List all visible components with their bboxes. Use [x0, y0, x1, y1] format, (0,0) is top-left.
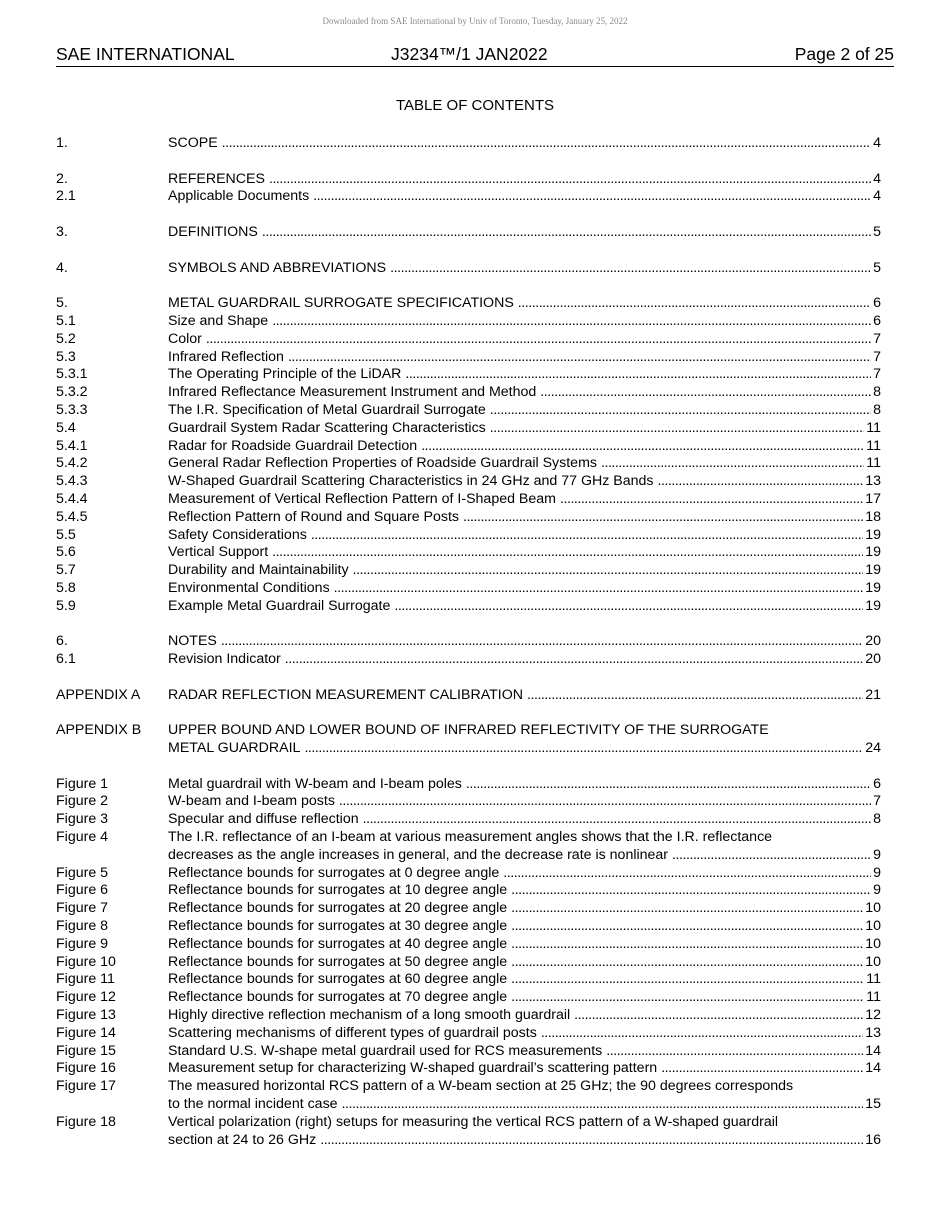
dot-leader: [466, 776, 871, 794]
toc-entry-number: 5.4.3: [56, 473, 88, 490]
dot-leader: [511, 971, 864, 989]
toc-entry-page: 4: [873, 188, 881, 205]
toc-entry-body: [168, 1078, 881, 1114]
toc-entry[interactable]: [56, 722, 881, 758]
toc-entry-title: Infrared Reflection: [168, 348, 284, 365]
table-of-contents: [56, 135, 881, 1149]
toc-entry-body: [168, 331, 881, 349]
toc-entry[interactable]: [56, 313, 881, 331]
toc-entry[interactable]: [56, 936, 881, 954]
toc-entry-page: 9: [873, 864, 881, 881]
dot-leader: [672, 847, 871, 865]
toc-entry-title: METAL GUARDRAIL: [168, 740, 301, 757]
toc-entry-number: Figure 7: [56, 900, 109, 917]
toc-entry-number: 5.1: [56, 312, 76, 329]
toc-entry-number: APPENDIX B: [56, 722, 142, 739]
toc-entry-title: Measurement of Vertical Reflection Pattern of I-Shaped Beam: [168, 490, 556, 507]
toc-entry-number: 5.4.1: [56, 437, 88, 454]
toc-entry-page: 13: [865, 1024, 881, 1041]
toc-entry-title: Color: [168, 330, 202, 347]
toc-entry-page: 14: [865, 1042, 881, 1059]
toc-entry-number: Figure 2: [56, 793, 109, 810]
toc-entry-body: [168, 722, 881, 758]
toc-entry-number: Figure 14: [56, 1024, 116, 1041]
toc-entry-number: Figure 13: [56, 1007, 116, 1024]
toc-entry-number: Figure 8: [56, 918, 109, 935]
dot-leader: [272, 313, 871, 331]
toc-entry-body: [168, 793, 881, 811]
dot-leader: [511, 882, 871, 900]
toc-entry-page: 8: [873, 401, 881, 418]
toc-entry-title: Durability and Maintainability: [168, 562, 349, 579]
toc-entry-body: [168, 989, 881, 1007]
toc-entry[interactable]: [56, 135, 881, 153]
toc-entry-body: [168, 455, 881, 473]
toc-entry-title: Reflectance bounds for surrogates at 50 degree angle: [168, 953, 508, 970]
toc-entry-body: [168, 1114, 881, 1150]
toc-entry-body: [168, 171, 881, 189]
dot-leader: [313, 188, 871, 206]
dot-leader: [363, 811, 872, 829]
dot-leader: [288, 349, 871, 367]
toc-entry-body: [168, 598, 881, 616]
toc-entry-title: SYMBOLS AND ABBREVIATIONS: [168, 259, 387, 276]
toc-entry-page: 5: [873, 259, 881, 276]
toc-entry-body: [168, 1043, 881, 1061]
toc-entry-number: Figure 15: [56, 1042, 116, 1059]
toc-entry-body: [168, 135, 881, 153]
toc-entry-title: NOTES: [168, 633, 217, 650]
toc-entry-number: Figure 3: [56, 811, 109, 828]
toc-entry-title: METAL GUARDRAIL SURROGATE SPECIFICATIONS: [168, 295, 514, 312]
toc-entry-page: 20: [865, 651, 881, 668]
toc-entry[interactable]: [56, 527, 881, 545]
toc-entry[interactable]: [56, 1043, 881, 1061]
dot-leader: [574, 1007, 863, 1025]
dot-leader: [511, 936, 863, 954]
toc-entry-body: [168, 349, 881, 367]
toc-entry-number: 5.4.4: [56, 490, 88, 507]
dot-leader: [661, 1060, 863, 1078]
dot-leader: [272, 544, 863, 562]
toc-entry[interactable]: [56, 509, 881, 527]
toc-entry-body: [168, 633, 881, 651]
toc-entry-page: 7: [873, 366, 881, 383]
toc-entry[interactable]: [56, 1007, 881, 1025]
toc-entry-body: [168, 562, 881, 580]
dot-leader: [463, 509, 863, 527]
toc-entry[interactable]: [56, 598, 881, 616]
toc-entry[interactable]: [56, 188, 881, 206]
toc-entry-title: Reflectance bounds for surrogates at 0 degree angle: [168, 864, 500, 881]
toc-entry-number: 5.2: [56, 330, 76, 347]
toc-entry-number: Figure 4: [56, 829, 109, 846]
toc-entry-page: 11: [866, 971, 881, 988]
dot-leader: [269, 171, 871, 189]
toc-entry-title: The I.R. Specification of Metal Guardrail Surrogate: [168, 401, 486, 418]
toc-entry-page: 16: [865, 1131, 881, 1148]
toc-entry[interactable]: [56, 544, 881, 562]
toc-entry-page: 11: [866, 419, 881, 436]
toc-entry[interactable]: [56, 580, 881, 598]
toc-entry-title: Reflectance bounds for surrogates at 30 degree angle: [168, 918, 508, 935]
toc-entry[interactable]: [56, 1078, 881, 1114]
toc-entry-page: 4: [873, 135, 881, 151]
toc-entry-body: [168, 1060, 881, 1078]
dot-leader: [311, 527, 863, 545]
toc-entry-page: 7: [873, 348, 881, 365]
toc-entry[interactable]: [56, 331, 881, 349]
toc-entry-page: 5: [873, 223, 881, 240]
toc-entry-page: 4: [873, 170, 881, 187]
toc-entry[interactable]: [56, 260, 881, 278]
toc-entry[interactable]: [56, 882, 881, 900]
toc-entry-body: [168, 954, 881, 972]
toc-entry[interactable]: [56, 900, 881, 918]
toc-entry-body: [168, 420, 881, 438]
toc-entry-title: Specular and diffuse reflection: [168, 811, 359, 828]
toc-entry-number: Figure 5: [56, 864, 109, 881]
dot-leader: [206, 331, 871, 349]
toc-entry-number: 5.3: [56, 348, 76, 365]
toc-entry-body: [168, 313, 881, 331]
toc-entry[interactable]: [56, 918, 881, 936]
toc-entry-number: Figure 10: [56, 953, 116, 970]
toc-entry-number: 2.1: [56, 188, 76, 205]
dot-leader: [511, 918, 863, 936]
toc-entry-title: Reflectance bounds for surrogates at 10 degree angle: [168, 882, 508, 899]
toc-entry-page: 17: [865, 490, 881, 507]
toc-entry[interactable]: [56, 349, 881, 367]
toc-entry-page: 10: [865, 953, 881, 970]
toc-entry-title: Radar for Roadside Guardrail Detection: [168, 437, 418, 454]
dot-leader: [221, 633, 863, 651]
toc-entry-number: Figure 12: [56, 989, 116, 1006]
toc-entry-page: 10: [865, 900, 881, 917]
toc-entry-title: The Operating Principle of the LiDAR: [168, 366, 402, 383]
toc-entry-body: [168, 776, 881, 794]
dot-leader: [353, 562, 864, 580]
toc-entry-page: 11: [866, 437, 881, 454]
toc-entry-number: Figure 1: [56, 775, 109, 792]
toc-entry-page: 19: [865, 562, 881, 579]
toc-entry-title: UPPER BOUND AND LOWER BOUND OF INFRARED REFLECTIVITY OF THE SURROGATE: [168, 722, 769, 739]
toc-entry-body: [168, 438, 881, 456]
toc-entry-number: 6.: [56, 633, 68, 650]
toc-entry-body: [168, 811, 881, 829]
toc-entry[interactable]: [56, 1025, 881, 1043]
toc-entry-number: APPENDIX A: [56, 686, 141, 703]
page-header: [56, 44, 894, 67]
toc-entry[interactable]: [56, 420, 881, 438]
dot-leader: [518, 295, 871, 313]
toc-entry-body: [168, 651, 881, 669]
toc-entry[interactable]: [56, 224, 881, 242]
toc-entry-number: 5.9: [56, 597, 76, 614]
toc-entry-title: W-Shaped Guardrail Scattering Characteristics in 24 GHz and 77 GHz Bands: [168, 473, 654, 490]
toc-entry-body: [168, 509, 881, 527]
toc-entry-title: RADAR REFLECTION MEASUREMENT CALIBRATION: [168, 686, 523, 703]
toc-entry-number: 4.: [56, 259, 68, 276]
toc-entry[interactable]: [56, 971, 881, 989]
toc-entry-title: Reflectance bounds for surrogates at 20 degree angle: [168, 900, 508, 917]
toc-entry-page: 6: [873, 775, 881, 792]
toc-entry-page: 9: [873, 846, 881, 863]
toc-entry[interactable]: [56, 793, 881, 811]
toc-entry[interactable]: [56, 295, 881, 313]
toc-entry-body: [168, 936, 881, 954]
toc-entry-page: 7: [873, 330, 881, 347]
toc-entry-body: [168, 188, 881, 206]
dot-leader: [511, 989, 864, 1007]
toc-entry-title: Applicable Documents: [168, 188, 310, 205]
toc-entry-page: 15: [865, 1096, 881, 1113]
toc-entry-number: 5.: [56, 295, 68, 312]
toc-entry[interactable]: [56, 633, 881, 651]
toc-entry-title: DEFINITIONS: [168, 223, 258, 240]
toc-entry-title: Highly directive reflection mechanism of a long smooth guardrail: [168, 1007, 571, 1024]
toc-entry-number: 5.5: [56, 526, 76, 543]
dot-leader: [390, 260, 871, 278]
toc-entry-title: Vertical Support: [168, 544, 269, 561]
toc-entry-number: 2.: [56, 170, 68, 187]
toc-entry-page: 21: [865, 686, 881, 703]
toc-entry-body: [168, 473, 881, 491]
toc-entry-number: 5.6: [56, 544, 76, 561]
header-organization: SAE INTERNATIONAL: [56, 44, 235, 64]
toc-entry-page: 12: [865, 1007, 881, 1024]
toc-entry-page: 24: [865, 740, 881, 757]
toc-entry-body: [168, 829, 881, 865]
toc-entry-body: [168, 882, 881, 900]
toc-entry[interactable]: [56, 473, 881, 491]
header-page-number: Page 2 of 25: [794, 44, 894, 64]
dot-leader: [503, 865, 871, 883]
toc-entry-title: Infrared Reflectance Measurement Instrument and Method: [168, 384, 537, 401]
toc-entry-body: [168, 527, 881, 545]
toc-entry-body: [168, 384, 881, 402]
toc-entry[interactable]: [56, 455, 881, 473]
toc-entry-body: [168, 918, 881, 936]
toc-entry-title: Standard U.S. W-shape metal guardrail used for RCS measurements: [168, 1042, 603, 1059]
dot-leader: [222, 135, 871, 153]
dot-leader: [606, 1043, 863, 1061]
toc-entry[interactable]: [56, 651, 881, 669]
toc-entry-body: [168, 491, 881, 509]
toc-entry[interactable]: [56, 989, 881, 1007]
toc-entry-number: Figure 16: [56, 1060, 116, 1077]
toc-entry-body: [168, 544, 881, 562]
toc-entry-title: REFERENCES: [168, 170, 265, 187]
toc-entry-page: 19: [865, 526, 881, 543]
dot-leader: [490, 420, 865, 438]
toc-entry-number: 5.4: [56, 419, 76, 436]
toc-entry-title: General Radar Reflection Properties of Roadside Guardrail Systems: [168, 455, 597, 472]
toc-entry-number: Figure 11: [56, 971, 115, 988]
toc-entry-title: Reflection Pattern of Round and Square Posts: [168, 508, 460, 525]
toc-entry-title: section at 24 to 26 GHz: [168, 1131, 317, 1148]
toc-entry-body: [168, 687, 881, 705]
toc-entry-title: W-beam and I-beam posts: [168, 793, 335, 810]
dot-leader: [560, 491, 863, 509]
toc-entry-page: 14: [865, 1060, 881, 1077]
toc-entry[interactable]: [56, 1060, 881, 1078]
dot-leader: [339, 793, 871, 811]
toc-entry[interactable]: [56, 954, 881, 972]
toc-entry-page: 19: [865, 579, 881, 596]
toc-entry-number: Figure 17: [56, 1078, 116, 1095]
dot-leader: [490, 402, 871, 420]
toc-entry-title: Revision Indicator: [168, 651, 281, 668]
toc-entry-page: 9: [873, 882, 881, 899]
toc-entry-page: 10: [865, 918, 881, 935]
toc-entry-title: Reflectance bounds for surrogates at 40 degree angle: [168, 935, 508, 952]
toc-entry-page: 19: [865, 597, 881, 614]
toc-entry-page: 13: [865, 473, 881, 490]
toc-entry-page: 7: [873, 793, 881, 810]
toc-entry-body: [168, 1007, 881, 1025]
toc-entry-page: 8: [873, 811, 881, 828]
toc-entry[interactable]: [56, 171, 881, 189]
toc-entry-body: [168, 1025, 881, 1043]
toc-entry-body: [168, 971, 881, 989]
toc-entry-body: [168, 295, 881, 313]
toc-entry-title: The I.R. reflectance of an I-beam at various measurement angles shows that the I.R. reflectance: [168, 829, 773, 846]
toc-entry-page: 10: [865, 935, 881, 952]
toc-entry-number: 5.3.3: [56, 401, 88, 418]
toc-entry-page: 11: [866, 989, 881, 1006]
dot-leader: [527, 687, 863, 705]
toc-entry-number: Figure 6: [56, 882, 109, 899]
toc-entry-title: Environmental Conditions: [168, 579, 330, 596]
toc-entry-title: to the normal incident case: [168, 1096, 338, 1113]
dot-leader: [405, 366, 871, 384]
dot-leader: [511, 900, 863, 918]
toc-entry[interactable]: [56, 402, 881, 420]
toc-entry-body: [168, 900, 881, 918]
toc-entry-number: 1.: [56, 135, 68, 151]
toc-entry-title: Reflectance bounds for surrogates at 60 degree angle: [168, 971, 508, 988]
toc-entry-number: 5.7: [56, 562, 76, 579]
toc-entry-page: 8: [873, 384, 881, 401]
toc-entry-body: [168, 224, 881, 242]
toc-entry[interactable]: [56, 811, 881, 829]
toc-entry-title: SCOPE: [168, 135, 218, 151]
toc-entry-page: 20: [865, 633, 881, 650]
toc-entry-number: 5.3.1: [56, 366, 88, 383]
header-document-id: J3234™/1 JAN2022: [391, 44, 548, 64]
toc-entry[interactable]: [56, 491, 881, 509]
toc-entry[interactable]: [56, 562, 881, 580]
download-watermark: Downloaded from SAE International by Univ of Toronto, Tuesday, January 25, 2022: [322, 16, 628, 26]
toc-entry-title: Example Metal Guardrail Surrogate: [168, 597, 391, 614]
toc-entry-number: Figure 9: [56, 935, 109, 952]
toc-entry-title: Metal guardrail with W-beam and I-beam poles: [168, 775, 462, 792]
toc-entry-number: 6.1: [56, 651, 76, 668]
dot-leader: [304, 740, 863, 758]
toc-entry-title: Size and Shape: [168, 312, 269, 329]
toc-entry-number: 5.8: [56, 579, 76, 596]
toc-entry-title: The measured horizontal RCS pattern of a W-beam section at 25 GHz; the 90 degrees corresponds: [168, 1078, 794, 1095]
dot-leader: [320, 1132, 863, 1150]
dot-leader: [262, 224, 871, 242]
dot-leader: [394, 598, 863, 616]
toc-entry-page: 19: [865, 544, 881, 561]
toc-entry-body: [168, 260, 881, 278]
dot-leader: [421, 438, 864, 456]
toc-entry-page: 6: [873, 312, 881, 329]
toc-entry-number: 5.4.2: [56, 455, 88, 472]
toc-entry-body: [168, 366, 881, 384]
toc-entry-body: [168, 402, 881, 420]
toc-entry-body: [168, 580, 881, 598]
toc-entry-number: 5.3.2: [56, 384, 88, 401]
toc-entry-number: Figure 18: [56, 1113, 116, 1130]
toc-entry[interactable]: [56, 865, 881, 883]
toc-entry[interactable]: [56, 776, 881, 794]
toc-entry-page: 6: [873, 295, 881, 312]
toc-entry-title: Vertical polarization (right) setups for measuring the vertical RCS pattern of a W-shaped guardrail: [168, 1113, 779, 1130]
dot-leader: [334, 580, 864, 598]
toc-entry-title: Reflectance bounds for surrogates at 70 degree angle: [168, 989, 508, 1006]
toc-entry[interactable]: [56, 366, 881, 384]
dot-leader: [541, 1025, 863, 1043]
dot-leader: [658, 473, 864, 491]
toc-entry[interactable]: [56, 829, 881, 865]
toc-entry[interactable]: [56, 438, 881, 456]
toc-entry-page: 11: [866, 455, 881, 472]
dot-leader: [285, 651, 863, 669]
toc-title: TABLE OF CONTENTS: [395, 97, 555, 114]
toc-entry-title: Safety Considerations: [168, 526, 307, 543]
toc-entry-page: 18: [865, 508, 881, 525]
toc-entry-number: 3.: [56, 223, 68, 240]
dot-leader: [511, 954, 863, 972]
toc-entry[interactable]: [56, 384, 881, 402]
toc-entry-title: Scattering mechanisms of different types of guardrail posts: [168, 1024, 537, 1041]
toc-entry-title: Measurement setup for characterizing W-shaped guardrail’s scattering pattern: [168, 1060, 658, 1077]
toc-entry[interactable]: [56, 687, 881, 705]
dot-leader: [342, 1096, 864, 1114]
dot-leader: [601, 455, 864, 473]
toc-entry-body: [168, 865, 881, 883]
toc-entry-title: Guardrail System Radar Scattering Characteristics: [168, 419, 486, 436]
dot-leader: [540, 384, 871, 402]
toc-entry-title: decreases as the angle increases in general, and the decrease rate is nonlinear: [168, 846, 669, 863]
toc-entry-number: 5.4.5: [56, 508, 88, 525]
toc-entry[interactable]: [56, 1114, 881, 1150]
